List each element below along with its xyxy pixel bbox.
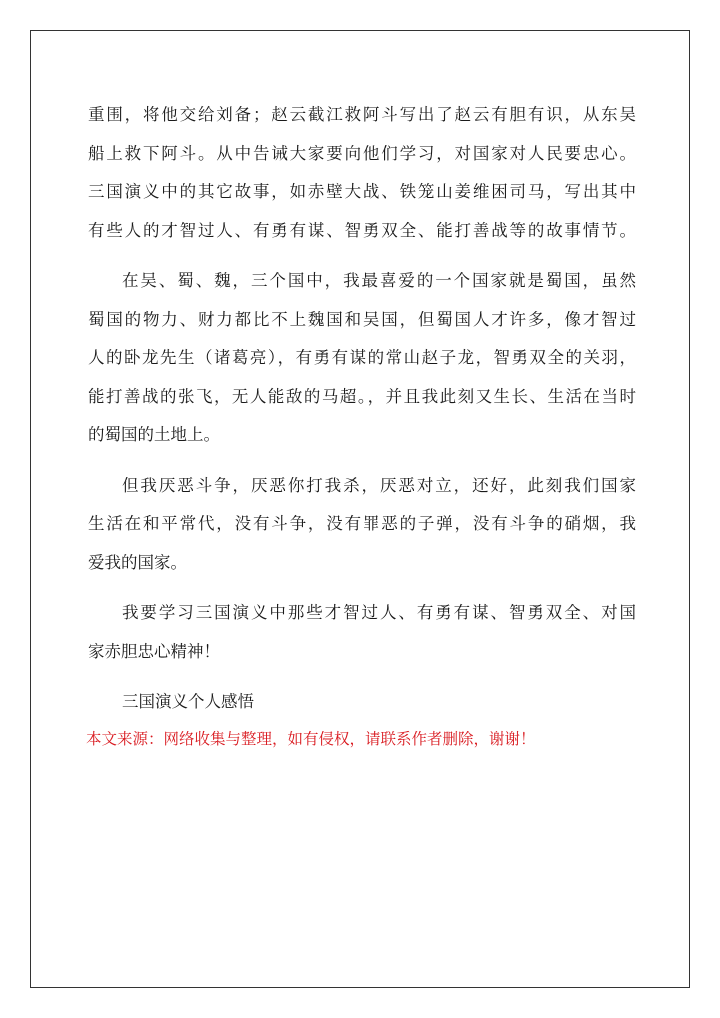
paragraph-4 xyxy=(88,594,636,671)
text-line: 能打善战的张飞，无人能敌的马超。，并且我此刻又生长、生活在当时 xyxy=(88,386,636,406)
text-line: 爱我的国家。 xyxy=(88,552,187,572)
document-heading: 三国演义个人感悟 xyxy=(122,692,254,711)
paragraph-spacer xyxy=(88,250,636,262)
text-line: 但我厌恶斗争，厌恶你打我杀，厌恶对立，还好，此刻我们国家 xyxy=(122,475,636,495)
paragraph-spacer xyxy=(88,671,636,683)
text-line: 生活在和平常代，没有斗争，没有罪恶的子弹，没有斗争的硝烟，我 xyxy=(88,514,636,533)
text-line: 在吴、蜀、魏，三个国中，我最喜爱的一个国家就是蜀国，虽然 xyxy=(122,271,636,290)
document-body xyxy=(88,96,636,757)
paragraph-1 xyxy=(88,96,636,250)
paragraph-spacer xyxy=(88,455,636,467)
text-line: 我要学习三国演义中那些才智过人、有勇有谋、智勇双全、对国 xyxy=(122,603,636,622)
source-notice: 本文来源：网络收集与整理，如有侵权，请联系作者删除，谢谢！ xyxy=(86,730,536,748)
text-line: 蜀国的物力、财力都比不上魏国和吴国，但蜀国人才许多，像才智过 xyxy=(88,309,636,329)
text-line: 有些人的才智过人、有勇有谋、智勇双全、能打善战等的故事情节。 xyxy=(88,220,636,240)
text-line: 重围，将他交给刘备；赵云截江救阿斗写出了赵云有胆有识，从东吴 xyxy=(88,105,636,124)
paragraph-spacer xyxy=(88,582,636,594)
text-line: 三国演义中的其它故事，如赤壁大战、铁笼山姜维困司马，写出其中 xyxy=(88,182,636,201)
text-line: 人的卧龙先生（诸葛亮），有勇有谋的常山赵子龙，智勇双全的关羽， xyxy=(88,348,636,367)
text-line: 家赤胆忠心精神！ xyxy=(88,641,220,661)
text-line: 船上救下阿斗。从中告诫大家要向他们学习，对国家对人民要忠心。 xyxy=(88,143,636,163)
paragraph-2 xyxy=(88,262,636,455)
paragraph-3 xyxy=(88,467,636,583)
text-line: 的蜀国的土地上。 xyxy=(88,425,220,444)
